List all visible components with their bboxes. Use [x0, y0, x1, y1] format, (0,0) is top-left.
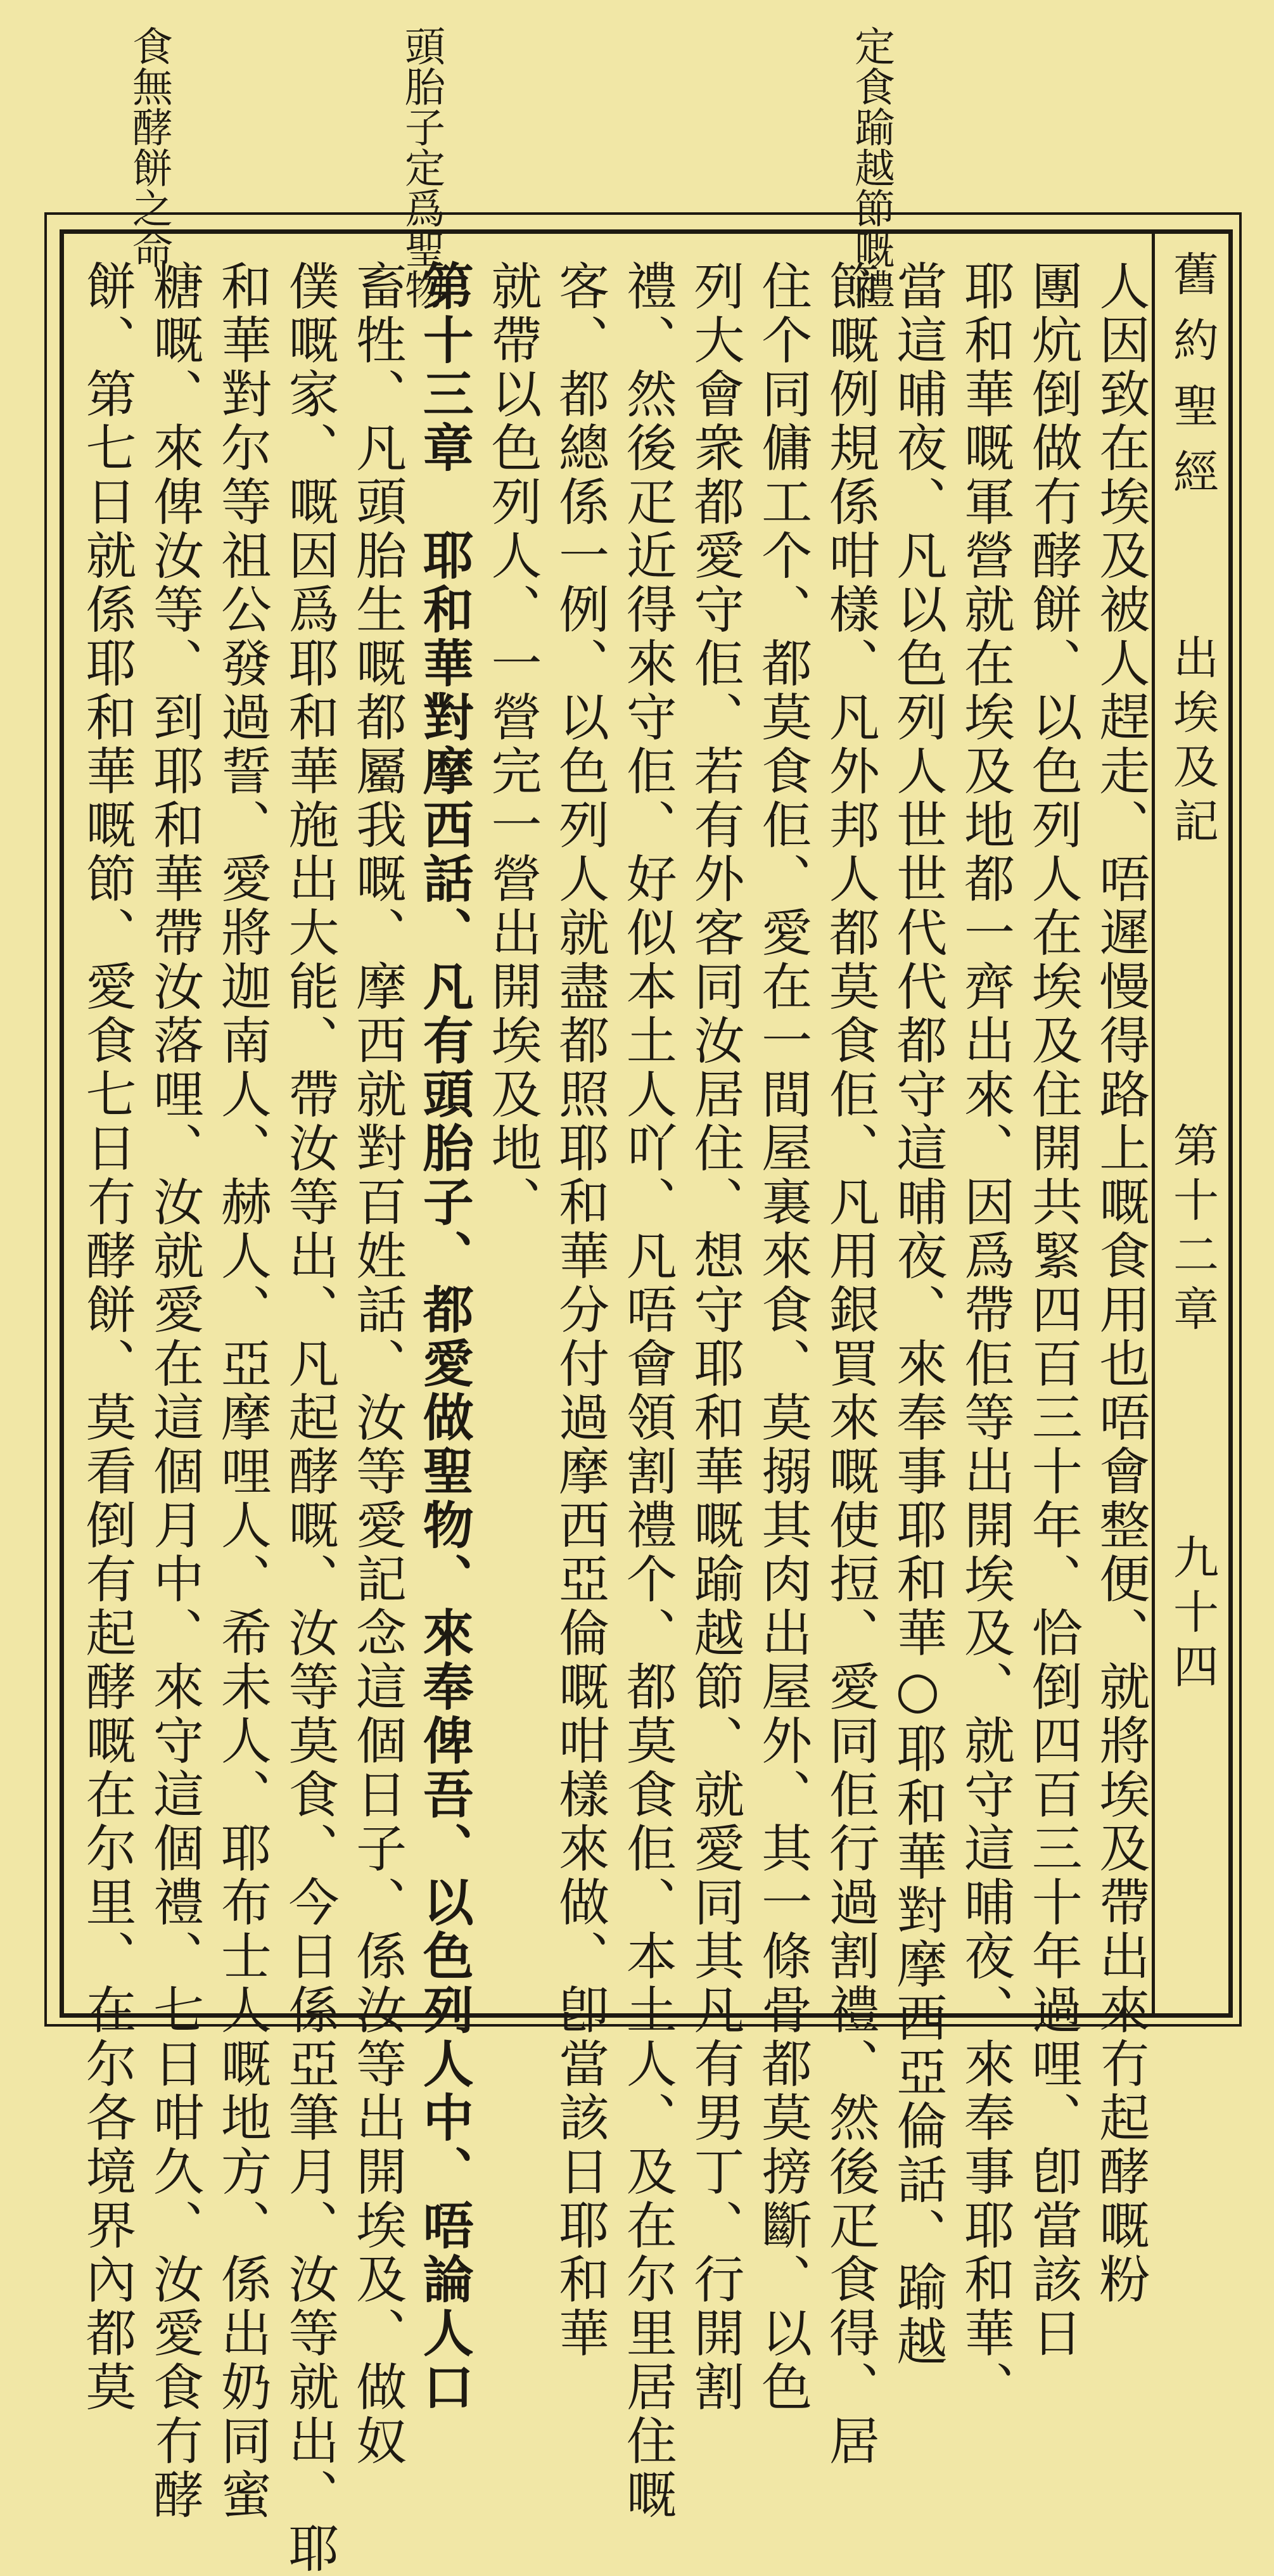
text-line-12: 畜牲、凡頭胎生嘅都屬我嘅、摩西就對百姓話、汝等愛記念這個日子、係汝等出開埃及、做奴 — [347, 260, 407, 2468]
margin-note-passover: 定食踰越節嘅禮 — [848, 25, 895, 309]
body-text — [75, 260, 1152, 2576]
margin-note-unleavened-bread: 食無酵餅之命 — [125, 25, 172, 269]
text-line-13: 僕嘅家、嘅因爲耶和華施出大能、帶汝等出、凡起酵嘅、汝等莫食、今日係亞筆月、汝等就出、耶 — [279, 260, 339, 2576]
text-line-15: 糖嘅、來俾汝等、到耶和華帶汝落哩、汝就愛在這個月中、來守這個禮、七日咁久、汝愛食冇酵 — [144, 260, 204, 2522]
text-line-2: 團炕倒做冇酵餅、以色列人在埃及住開共緊四百三十年、恰倒四百三十年過哩、卽當該日 — [1023, 260, 1083, 2361]
text-line-4: 當這晡夜、凡以色列人世世代代都守這晡夜、來奉事耶和華○耶和華對摩西亞倫話、踰越 — [888, 260, 947, 2369]
text-line-10: 就帶以色列人、一營完一營出開埃及地、 — [482, 260, 542, 1229]
book-title: 舊約聖經 — [1166, 250, 1219, 514]
text-line-1: 人因致在埃及被人趕走、唔遲慢得路上嘅食用也唔會整便、就將埃及帶出來冇起酵嘅粉 — [1090, 260, 1150, 2307]
text-line-9: 客、都總係一例、以色列人就盡都照耶和華分付過摩西亞倫嘅咁樣來做、卽當該日耶和華 — [550, 260, 609, 2361]
margin-note-firstborn: 頭胎子定爲聖物 — [398, 25, 445, 309]
text-line-8: 禮、然後疋近得來守佢、好似本土人吖、凡唔會領割禮个、都莫食佢、本土人、及在尔里居住嘅 — [618, 260, 677, 2522]
text-line-7: 列大會衆都愛守佢、若有外客同汝居住、想守耶和華嘅踰越節、就愛同其凡有男丁、行開割 — [685, 260, 744, 2414]
text-line-14: 和華對尔等祖公發過誓、愛將迦南人、赫人、亞摩哩人、希未人、耶布士人嘅地方、係出奶同蜜 — [212, 260, 272, 2522]
header-divider — [1152, 229, 1155, 2013]
text-line-16: 餅、第七日就係耶和華嘅節、愛食七日冇酵餅、莫看倒有起酵嘅在尔里、在尔各境界內都莫 — [77, 260, 136, 2414]
running-title: 出埃及記 — [1166, 634, 1219, 852]
text-line-5: 節嘅例規係咁樣、凡外邦人都莫食佢、凡用銀買來嘅使𢭃、愛同佢行過割禮、然後疋食得、居 — [820, 260, 880, 2468]
text-line-3: 耶和華嘅軍營就在埃及地都一齊出來、因爲帶佢等出開埃及、就守這晡夜、來奉事耶和華、 — [955, 260, 1015, 2414]
page-number: 九十四 — [1166, 1534, 1219, 1697]
faded-margin-text-right — [1115, 25, 1166, 62]
text-line-6: 住个同傭工个、都莫食佢、愛在一間屋裏來食、莫搦其肉出屋外、其一條骨都莫搒斷、以色 — [753, 260, 812, 2414]
chapter-label: 第十二章 — [1166, 1122, 1219, 1340]
chapter-13-start-line: 第十三章 耶和華對摩西話、凡有頭胎子、都愛做聖物、來奉俾吾、以色列人中、唔論人口 — [414, 260, 475, 2414]
